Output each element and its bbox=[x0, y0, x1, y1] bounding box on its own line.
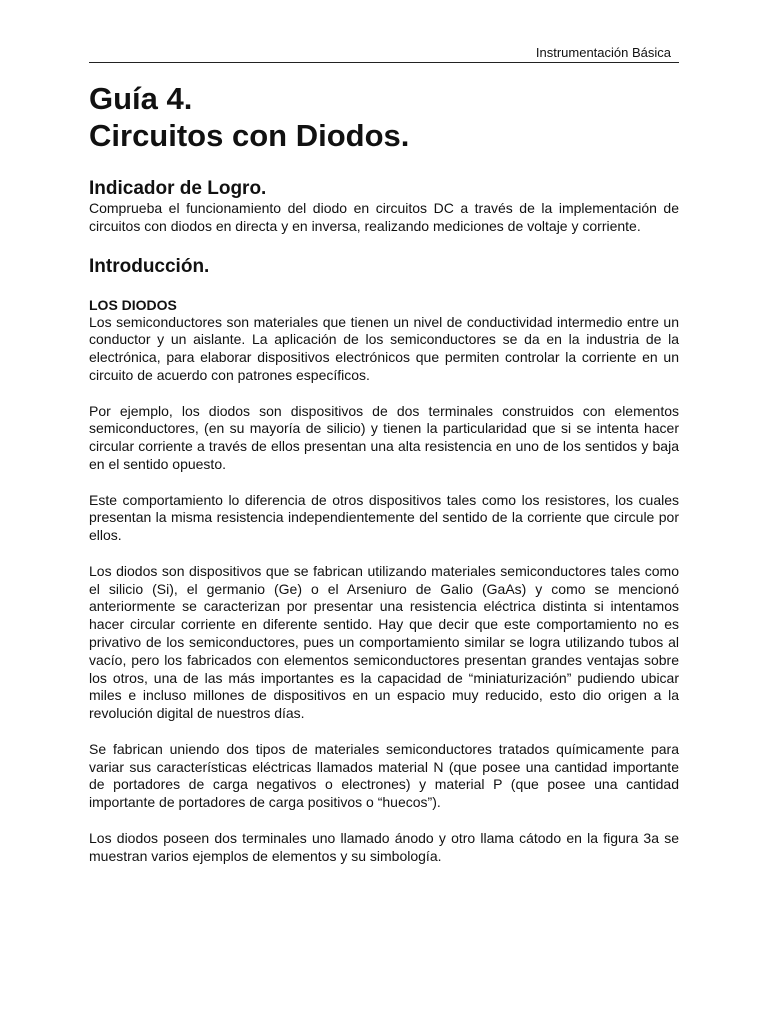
section-heading-logro: Indicador de Logro. bbox=[89, 178, 267, 199]
title-line-1: Guía 4. bbox=[89, 81, 193, 116]
title-line-2: Circuitos con Diodos. bbox=[89, 118, 410, 153]
logro-paragraph: Comprueba el funcionamiento del diodo en circuitos DC a través de la implementación de circuitos con diodos en directa y en inversa, realizando mediciones de voltaje y corriente. bbox=[89, 200, 679, 234]
paragraph-materiales: Los diodos son dispositivos que se fabrican utilizando materiales semiconductores tales como el silicio (Si), el germanio (Ge) o el Arseniuro de Galio (GaAs) y como se mencionó anteriormente se caracterizan por presentar una resistencia eléctrica distinta si intentamos hacer circular corriente en diferente sentido. Hay que decir que este comportamiento no es privativo de los semiconductores, pues un comportamiento similar se logra utilizando tubos al vacío, pero los fabricados con elementos semiconductores presentan grandes ventajas sobre los otros, una de las más importantes es la capacidad de “miniaturización” pudiendo ubicar miles e incluso millones de dispositivos en un espacio muy reducido, esto dio origen a la revolución digital de nuestros días. bbox=[89, 562, 679, 722]
page-content bbox=[89, 80, 679, 865]
section-heading-introduccion: Introducción. bbox=[89, 255, 210, 277]
paragraph-semiconductores: Los semiconductores son materiales que tienen un nivel de conductividad intermedio entre un conductor y un aislante. La aplicación de los semiconductores se da en la industria de la electrónica, para elaborar dispositivos electrónicos que permiten controlar la corriente en un circuito de acuerdo con patrones específicos. bbox=[89, 313, 679, 383]
paragraph-fabricacion: Se fabrican uniendo dos tipos de materiales semiconductores tratados químicamente para variar sus características eléctricas llamados material N (que posee una cantidad importante de portadores de carga negativos o electrones) y material P (que posee una cantidad importante de portadores de carga positivos o “huecos”). bbox=[89, 740, 679, 811]
running-header-title: Instrumentación Básica bbox=[535, 45, 671, 60]
paragraph-ejemplo-diodos: Por ejemplo, los diodos son dispositivos de dos terminales construidos con elementos semiconductores, (en su mayoría de silicio) y tienen la particularidad que si se intenta hacer circular corriente a través de ellos presentan una alta resistencia en uno de los sentidos y baja en el sentido opuesto. bbox=[89, 402, 679, 472]
paragraph-terminales: Los diodos poseen dos terminales uno llamado ánodo y otro llama cátodo en la figura 3a se muestran varios ejemplos de elementos y su simbología. bbox=[89, 829, 679, 864]
subheading-los-diodos: LOS DIODOS bbox=[89, 296, 177, 313]
running-header bbox=[89, 44, 679, 63]
page-title bbox=[89, 80, 679, 154]
paragraph-comportamiento: Este comportamiento lo diferencia de otros dispositivos tales como los resistores, los cuales presentan la misma resistencia independientemente del sentido de la corriente que circule por ellos. bbox=[89, 491, 679, 544]
